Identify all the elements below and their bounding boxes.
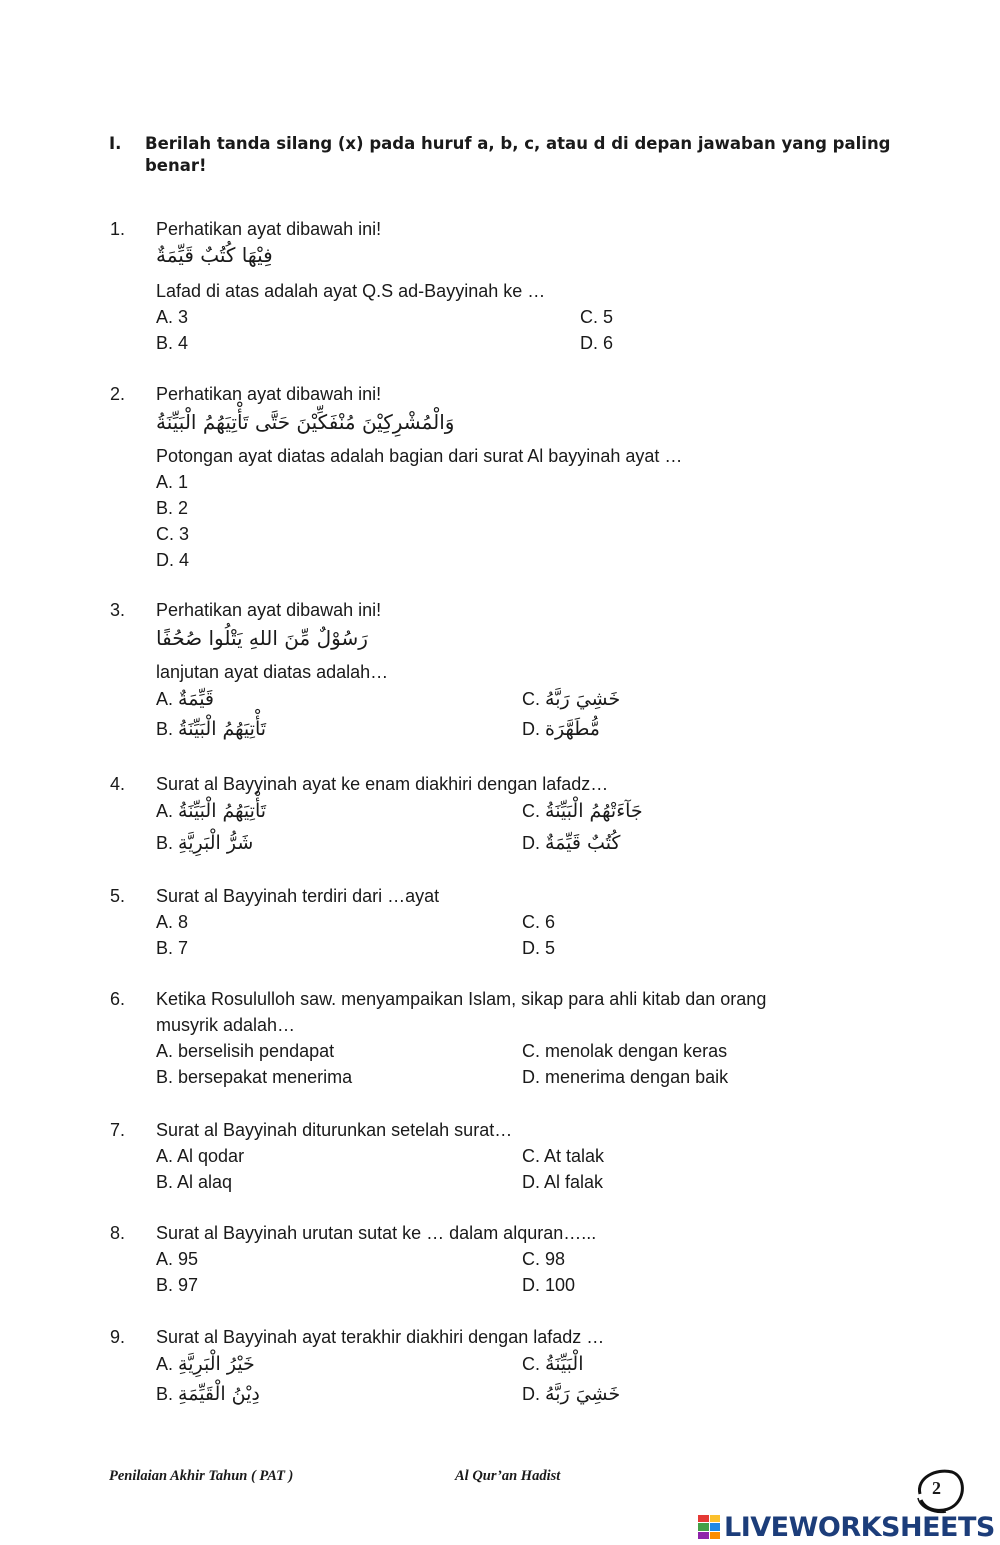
question-text: Surat al Bayyinah urutan sutat ke … dalam alquran…...	[156, 1223, 597, 1243]
footer-left: Penilaian Akhir Tahun ( PAT )	[109, 1468, 294, 1484]
option-b[interactable]: B. bersepakat menerima	[156, 1067, 353, 1087]
question-text: Surat al Bayyinah ayat ke enam diakhiri dengan lafadz…	[156, 774, 609, 794]
question-text: Perhatikan ayat dibawah ini!	[156, 600, 382, 620]
option-d[interactable]: D. menerima dengan baik	[522, 1067, 729, 1087]
option-a[interactable]: A. Al qodar	[156, 1146, 245, 1166]
question-text: Surat al Bayyinah terdiri dari …ayat	[156, 886, 440, 906]
option-c[interactable]	[522, 800, 643, 822]
option-label: D.	[522, 1384, 540, 1404]
option-c[interactable]: C. menolak dengan keras	[522, 1041, 728, 1061]
option-arabic: الْبَيِّنَةُ	[545, 1353, 584, 1375]
option-d[interactable]: D. Al falak	[522, 1172, 604, 1192]
option-label: C.	[522, 689, 540, 709]
question-number: 2.	[110, 384, 126, 404]
option-b[interactable]	[156, 718, 266, 740]
question-number: 3.	[110, 600, 126, 620]
question-text: Perhatikan ayat dibawah ini!	[156, 384, 382, 404]
option-label: A.	[156, 1354, 174, 1374]
option-d[interactable]: D. 5	[522, 938, 556, 958]
question-prompt: lanjutan ayat diatas adalah…	[156, 662, 389, 682]
option-arabic: خَشِيَ رَبَّهُ	[545, 1383, 621, 1405]
option-a[interactable]	[156, 1353, 255, 1375]
option-b[interactable]: B. Al alaq	[156, 1172, 233, 1192]
option-b[interactable]: B. 97	[156, 1275, 199, 1295]
option-a[interactable]: A. 3	[156, 307, 189, 327]
question-number: 4.	[110, 774, 126, 794]
option-a[interactable]: A. 95	[156, 1249, 199, 1269]
option-d[interactable]: D. 6	[580, 333, 614, 353]
option-d[interactable]: D. 100	[522, 1275, 576, 1295]
instruction-text: Berilah tanda silang (x) pada huruf a, b, c, atau d di depan jawaban yang paling benar!	[145, 134, 891, 175]
option-label: B.	[156, 719, 174, 739]
option-arabic: دِيْنُ الْقَيِّمَةِ	[178, 1383, 260, 1405]
option-c[interactable]: C. 6	[522, 912, 556, 932]
option-b[interactable]: B. 7	[156, 938, 189, 958]
instruction-number: I.	[109, 134, 122, 153]
option-arabic: خَشِيَ رَبَّهُ	[545, 688, 621, 710]
option-arabic: تَأْتِيَهُمُ الْبَيِّنَةُ	[178, 800, 267, 822]
option-c[interactable]: C. At talak	[522, 1146, 605, 1166]
option-d[interactable]: D. 4	[156, 550, 190, 570]
arabic-verse: رَسُوْلٌ مِّنَ اللهِ يَتْلُوا صُحُفًا	[156, 626, 368, 650]
option-d[interactable]	[522, 832, 620, 854]
question-prompt: Potongan ayat diatas adalah bagian dari surat Al bayyinah ayat …	[156, 446, 683, 466]
option-arabic: تَأْتِيَهُمُ الْبَيِّنَةُ	[178, 718, 267, 740]
option-b[interactable]: B. 4	[156, 333, 189, 353]
question-number: 5.	[110, 886, 126, 906]
option-a[interactable]	[156, 800, 266, 822]
page-number: 2	[932, 1478, 941, 1498]
liveworksheets-logo-icon	[698, 1515, 720, 1539]
question-text: Perhatikan ayat dibawah ini!	[156, 219, 382, 239]
option-a[interactable]: A. 1	[156, 472, 189, 492]
question-text: Ketika Rosululloh saw. menyampaikan Islam, sikap para ahli kitab dan orang	[156, 989, 767, 1009]
option-label: A.	[156, 801, 174, 821]
option-b[interactable]: B. 2	[156, 498, 189, 518]
option-label: D.	[522, 719, 540, 739]
option-a[interactable]: A. berselisih pendapat	[156, 1041, 335, 1061]
option-arabic: خَيْرُ الْبَرِيَّةِ	[178, 1353, 255, 1375]
question-number: 8.	[110, 1223, 126, 1243]
option-a[interactable]: A. 8	[156, 912, 189, 932]
question-number: 7.	[110, 1120, 126, 1140]
option-label: B.	[156, 833, 174, 853]
question-text-continued: musyrik adalah…	[156, 1015, 296, 1035]
option-c[interactable]: C. 5	[580, 307, 614, 327]
question-text: Surat al Bayyinah diturunkan setelah surat…	[156, 1120, 513, 1140]
option-c[interactable]	[522, 688, 620, 710]
option-d[interactable]	[522, 718, 600, 740]
option-arabic: كُتُبٌ قَيِّمَةٌ	[545, 832, 621, 854]
question-number: 6.	[110, 989, 126, 1009]
option-d[interactable]	[522, 1383, 620, 1405]
option-arabic: قَيِّمَةٌ	[178, 688, 215, 710]
option-arabic: جَآءَتْهُمُ الْبَيِّنَةُ	[545, 800, 643, 822]
option-c[interactable]	[522, 1353, 583, 1375]
arabic-verse: فِيْهَا كُتُبٌ قَيِّمَةٌ	[156, 243, 273, 267]
question-prompt: Lafad di atas adalah ayat Q.S ad-Bayyinah ke …	[156, 281, 546, 301]
arabic-verse: وَالْمُشْرِكِيْنَ مُنْفَكِّيْنَ حَتَّى تَأْتِيَهُمُ الْبَيِّنَةُ	[156, 410, 455, 434]
option-arabic: شَرُّ الْبَرِيَّةِ	[178, 832, 254, 854]
option-b[interactable]	[156, 832, 253, 854]
brand-name: LIVEWORKSHEETS	[724, 1511, 995, 1543]
option-arabic: مُّطَهَّرَة	[545, 718, 600, 740]
option-c[interactable]: C. 3	[156, 524, 190, 544]
option-label: B.	[156, 1384, 174, 1404]
option-b[interactable]	[156, 1383, 260, 1405]
question-text: Surat al Bayyinah ayat terakhir diakhiri dengan lafadz …	[156, 1327, 605, 1347]
footer-center: Al Qur’an Hadist	[455, 1468, 561, 1484]
option-label: C.	[522, 1354, 540, 1374]
option-a[interactable]	[156, 688, 214, 710]
liveworksheets-brand[interactable]	[698, 1509, 995, 1545]
question-number: 9.	[110, 1327, 126, 1347]
option-label: D.	[522, 833, 540, 853]
option-label: C.	[522, 801, 540, 821]
question-number: 1.	[110, 219, 126, 239]
option-c[interactable]: C. 98	[522, 1249, 566, 1269]
option-label: A.	[156, 689, 174, 709]
